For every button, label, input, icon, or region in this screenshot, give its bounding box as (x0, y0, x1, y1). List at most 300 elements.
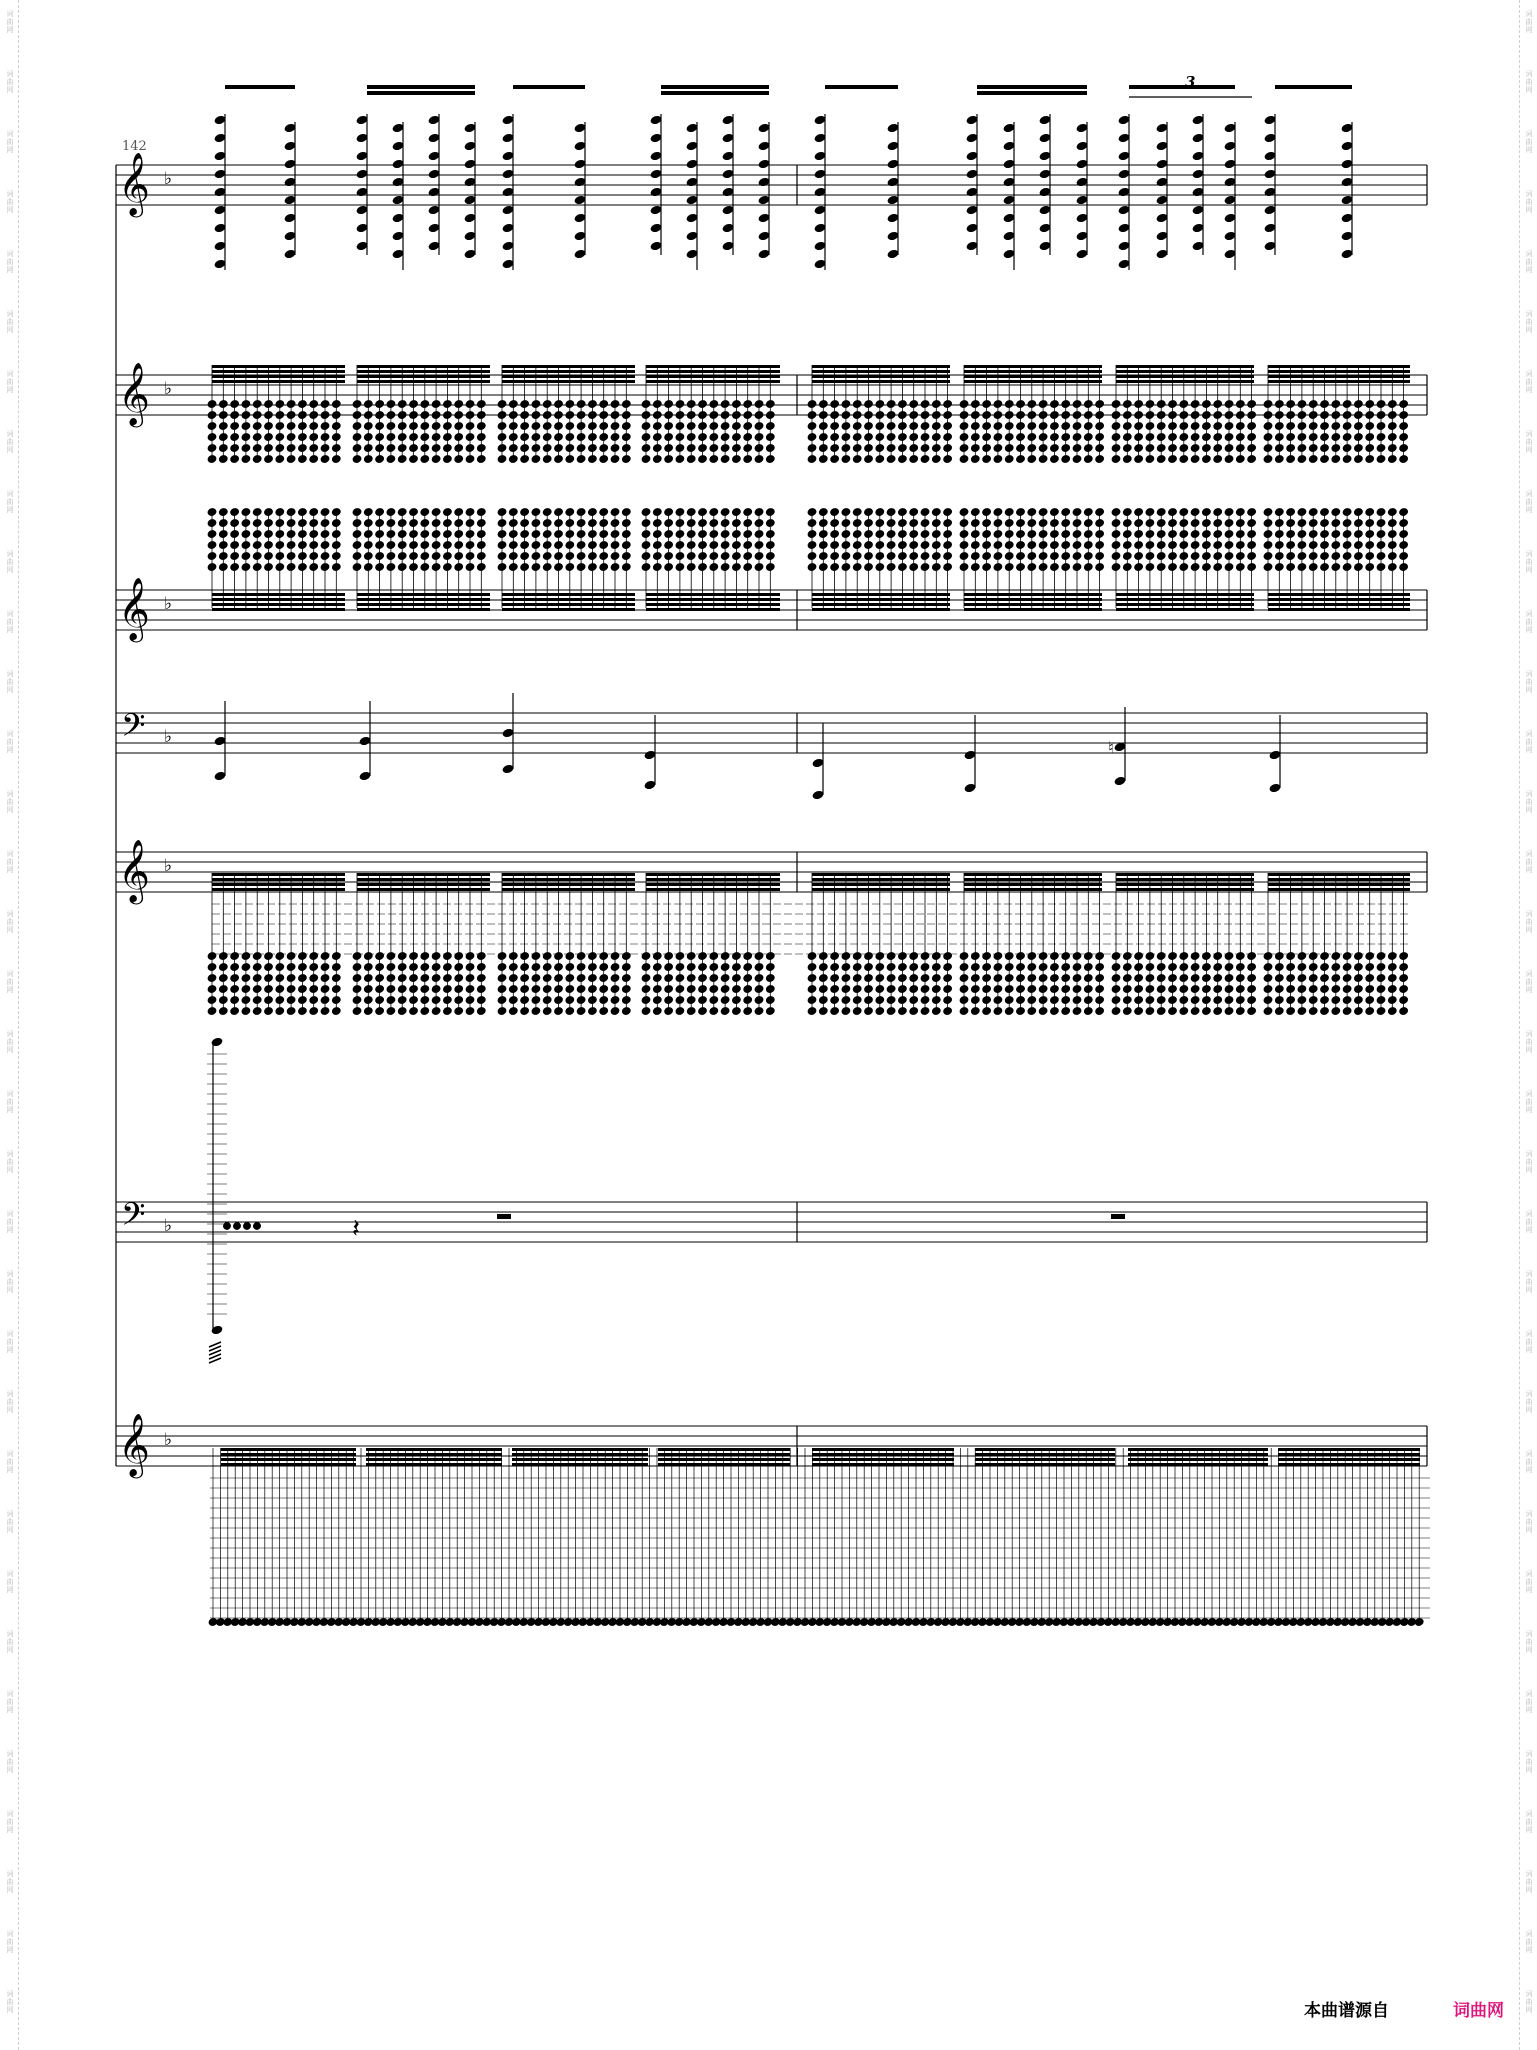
notehead (442, 399, 453, 409)
notehead (609, 421, 620, 431)
notehead (1274, 551, 1285, 561)
notehead (1015, 562, 1026, 572)
notehead (351, 562, 362, 572)
notehead (385, 1006, 396, 1016)
notehead (385, 951, 396, 961)
notehead (308, 421, 319, 431)
notehead (1319, 410, 1330, 420)
notehead (240, 507, 251, 517)
notehead (576, 551, 587, 561)
notehead (829, 951, 840, 961)
notehead (1246, 962, 1257, 972)
notehead (731, 399, 742, 409)
notehead (1246, 562, 1257, 572)
watermark-glyphs: 词 曲 网 (6, 1870, 14, 1894)
notehead (1353, 399, 1364, 409)
notehead (640, 432, 651, 442)
notehead (598, 399, 609, 409)
notehead (564, 518, 575, 528)
notehead (806, 562, 817, 572)
notehead (1398, 443, 1409, 453)
notehead (731, 1006, 742, 1016)
notehead (431, 507, 442, 517)
notehead (874, 518, 885, 528)
notehead (1071, 551, 1082, 561)
notehead (1223, 518, 1234, 528)
footer-source-label: 本曲谱源自 (1304, 2001, 1389, 2021)
notehead (970, 973, 981, 983)
notehead (958, 443, 969, 453)
notehead (1190, 454, 1201, 464)
notehead (419, 443, 430, 453)
watermark-glyphs: 词 曲 网 (1525, 490, 1533, 514)
notehead (476, 562, 487, 572)
notehead (431, 551, 442, 561)
notehead (753, 399, 764, 409)
notehead (519, 562, 530, 572)
notehead (1319, 962, 1330, 972)
notehead (686, 551, 697, 561)
notehead (331, 1006, 342, 1016)
notehead (1144, 562, 1155, 572)
notehead (453, 410, 464, 420)
notehead (476, 518, 487, 528)
notehead (1223, 507, 1234, 517)
beam (964, 873, 1102, 876)
notehead (1071, 562, 1082, 572)
staff-5-ledger-lines (212, 904, 1410, 954)
notehead (1296, 529, 1307, 539)
notehead (564, 984, 575, 994)
notehead (942, 421, 953, 431)
notehead (408, 454, 419, 464)
notehead (742, 962, 753, 972)
notehead (1178, 540, 1189, 550)
notehead (331, 432, 342, 442)
notehead (1049, 507, 1060, 517)
notehead (363, 984, 374, 994)
staff-6 (116, 1202, 1427, 1242)
notehead (1342, 973, 1353, 983)
notehead (1156, 984, 1167, 994)
notehead (840, 443, 851, 453)
notehead (992, 973, 1003, 983)
notehead (1083, 973, 1094, 983)
notehead (742, 973, 753, 983)
notehead (553, 995, 564, 1005)
notehead (1308, 410, 1319, 420)
notehead (496, 984, 507, 994)
notehead (981, 962, 992, 972)
notehead (1274, 529, 1285, 539)
notehead (1223, 962, 1234, 972)
watermark-glyphs: 词 曲 网 (6, 1390, 14, 1414)
notehead (308, 410, 319, 420)
notehead (1342, 399, 1353, 409)
notehead (1178, 973, 1189, 983)
notehead (1223, 399, 1234, 409)
notehead (1015, 399, 1026, 409)
notehead (464, 454, 475, 464)
notehead (621, 421, 632, 431)
notehead (886, 443, 897, 453)
notehead (564, 443, 575, 453)
notehead (1038, 518, 1049, 528)
notehead (218, 399, 229, 409)
notehead (1201, 995, 1212, 1005)
notehead (564, 962, 575, 972)
notehead (252, 443, 263, 453)
notehead (240, 518, 251, 528)
notehead (818, 962, 829, 972)
notehead (1398, 984, 1409, 994)
notehead (686, 984, 697, 994)
treble-clef-icon: 𝄞 (118, 1413, 150, 1476)
notehead (1156, 399, 1167, 409)
notehead (431, 995, 442, 1005)
notehead (331, 562, 342, 572)
notehead (218, 529, 229, 539)
notehead (1094, 540, 1105, 550)
notehead (981, 443, 992, 453)
notehead (720, 951, 731, 961)
notehead (1235, 540, 1246, 550)
notehead (708, 995, 719, 1005)
notehead (852, 962, 863, 972)
notehead (970, 562, 981, 572)
notehead (542, 551, 553, 561)
notehead (897, 518, 908, 528)
notehead (1375, 973, 1386, 983)
notehead (1353, 995, 1364, 1005)
notehead (1285, 507, 1296, 517)
notehead (1364, 540, 1375, 550)
notehead (1364, 962, 1375, 972)
notehead (674, 507, 685, 517)
notehead (442, 984, 453, 994)
notehead (431, 454, 442, 464)
notehead (286, 399, 297, 409)
notehead (1049, 962, 1060, 972)
notehead (598, 562, 609, 572)
notehead (1285, 529, 1296, 539)
notehead (753, 540, 764, 550)
notehead (1398, 951, 1409, 961)
notehead (453, 973, 464, 983)
beam (646, 365, 780, 368)
notehead (652, 432, 663, 442)
notehead (1246, 518, 1257, 528)
notehead (385, 962, 396, 972)
notehead (897, 540, 908, 550)
flat-key-signature: ♭ (164, 594, 173, 614)
notehead (886, 421, 897, 431)
notehead (351, 995, 362, 1005)
notehead (1110, 995, 1121, 1005)
notehead (274, 421, 285, 431)
notehead (1375, 562, 1386, 572)
notehead (806, 540, 817, 550)
notehead (1387, 995, 1398, 1005)
notehead (1133, 562, 1144, 572)
beam (1268, 608, 1410, 611)
notehead (1026, 540, 1037, 550)
notehead (886, 518, 897, 528)
notehead (1004, 507, 1015, 517)
notehead (218, 995, 229, 1005)
beam (1278, 1463, 1420, 1466)
notehead (1156, 518, 1167, 528)
notehead (331, 507, 342, 517)
notehead (1285, 551, 1296, 561)
notehead (442, 951, 453, 961)
notehead (419, 518, 430, 528)
flat-key-signature: ♭ (164, 1430, 173, 1450)
notehead (319, 421, 330, 431)
notehead (1049, 410, 1060, 420)
notehead (1319, 421, 1330, 431)
notehead (1133, 1006, 1144, 1016)
notehead (1133, 454, 1144, 464)
notehead (992, 540, 1003, 550)
beam (646, 375, 780, 378)
notehead (908, 529, 919, 539)
notehead (1144, 410, 1155, 420)
notehead (720, 518, 731, 528)
notehead (697, 562, 708, 572)
notehead (431, 410, 442, 420)
notehead (408, 443, 419, 453)
notehead (1201, 951, 1212, 961)
notehead (720, 962, 731, 972)
notehead (553, 518, 564, 528)
notehead (374, 951, 385, 961)
notehead (697, 399, 708, 409)
watermark-glyphs: 词 曲 网 (6, 1810, 14, 1834)
notehead (919, 432, 930, 442)
notehead (970, 410, 981, 420)
notehead (863, 984, 874, 994)
notehead (408, 507, 419, 517)
notehead (742, 529, 753, 539)
notehead (765, 562, 776, 572)
notehead (229, 995, 240, 1005)
notehead (252, 1221, 262, 1231)
beam (357, 608, 490, 611)
notehead (1178, 551, 1189, 561)
notehead (765, 443, 776, 453)
notehead (1223, 984, 1234, 994)
footer-site-link[interactable]: 词曲网 (1453, 2001, 1504, 2021)
notehead (385, 984, 396, 994)
notehead (1274, 410, 1285, 420)
notehead (1144, 399, 1155, 409)
notehead (564, 562, 575, 572)
notehead (397, 518, 408, 528)
notehead (431, 973, 442, 983)
notehead (453, 443, 464, 453)
notehead (1375, 507, 1386, 517)
notehead (1398, 399, 1409, 409)
notehead (1071, 518, 1082, 528)
notehead (1212, 995, 1223, 1005)
notehead (1004, 410, 1015, 420)
notehead (1235, 562, 1246, 572)
notehead (742, 432, 753, 442)
notehead (742, 995, 753, 1005)
notehead (464, 540, 475, 550)
notehead (331, 399, 342, 409)
notehead (408, 1006, 419, 1016)
natural-sign: ♮ (1108, 738, 1114, 757)
notehead (1262, 432, 1273, 442)
notehead (297, 529, 308, 539)
notehead (840, 962, 851, 972)
notehead (942, 973, 953, 983)
notehead (496, 399, 507, 409)
notehead (663, 973, 674, 983)
notehead (1246, 973, 1257, 983)
notehead (1319, 443, 1330, 453)
notehead (1026, 995, 1037, 1005)
beam (658, 1463, 790, 1466)
notehead (564, 995, 575, 1005)
notehead (1364, 562, 1375, 572)
notehead (496, 421, 507, 431)
notehead (1308, 562, 1319, 572)
notehead (1144, 540, 1155, 550)
notehead (218, 410, 229, 420)
notehead (919, 551, 930, 561)
notehead (397, 995, 408, 1005)
notehead (553, 507, 564, 517)
watermark-glyphs: 词 曲 网 (6, 1090, 14, 1114)
notehead (981, 410, 992, 420)
watermark-glyphs: 词 曲 网 (1525, 1990, 1533, 2014)
notehead (442, 962, 453, 972)
beam (964, 888, 1102, 891)
notehead (1156, 962, 1167, 972)
notehead (720, 410, 731, 420)
beam (812, 1448, 954, 1451)
notehead (263, 540, 274, 550)
notehead (1212, 1006, 1223, 1016)
notehead (1004, 973, 1015, 983)
notehead (1364, 507, 1375, 517)
notehead (240, 962, 251, 972)
notehead (308, 984, 319, 994)
notehead (753, 951, 764, 961)
notehead (818, 951, 829, 961)
notehead (863, 962, 874, 972)
notehead (240, 432, 251, 442)
notehead (1015, 973, 1026, 983)
notehead (274, 995, 285, 1005)
notehead (731, 995, 742, 1005)
notehead (1049, 973, 1060, 983)
notehead (252, 454, 263, 464)
notehead (1223, 410, 1234, 420)
notehead (1122, 529, 1133, 539)
notehead (992, 518, 1003, 528)
notehead (408, 399, 419, 409)
notehead (958, 432, 969, 442)
notehead (576, 562, 587, 572)
notehead (1144, 443, 1155, 453)
notehead (1015, 540, 1026, 550)
notehead (1060, 507, 1071, 517)
notehead (508, 540, 519, 550)
notehead (319, 540, 330, 550)
notehead (374, 540, 385, 550)
notehead (1167, 962, 1178, 972)
notehead (640, 962, 651, 972)
notehead (1274, 518, 1285, 528)
notehead (1330, 410, 1341, 420)
notehead (274, 443, 285, 453)
notehead (897, 443, 908, 453)
whole-rest-icon (497, 1214, 511, 1219)
notehead (640, 995, 651, 1005)
notehead (351, 432, 362, 442)
beam (1116, 883, 1254, 886)
notehead (297, 421, 308, 431)
notehead (1026, 399, 1037, 409)
notehead (863, 562, 874, 572)
beam (964, 370, 1102, 373)
notehead (1375, 551, 1386, 561)
notehead (564, 1006, 575, 1016)
notehead (252, 529, 263, 539)
notehead (1375, 432, 1386, 442)
notehead (829, 399, 840, 409)
notehead (652, 507, 663, 517)
beam (1268, 888, 1410, 891)
notehead (598, 518, 609, 528)
notehead (331, 454, 342, 464)
notehead (252, 421, 263, 431)
notehead (1156, 410, 1167, 420)
beam (646, 380, 780, 383)
notehead (1308, 518, 1319, 528)
notehead (1094, 432, 1105, 442)
notehead (431, 951, 442, 961)
notehead (263, 432, 274, 442)
notehead (897, 995, 908, 1005)
notehead (621, 529, 632, 539)
notehead (542, 540, 553, 550)
notehead (1223, 432, 1234, 442)
notehead (852, 562, 863, 572)
notehead (1004, 432, 1015, 442)
beam (1116, 873, 1254, 876)
beam (812, 878, 950, 881)
notehead (564, 551, 575, 561)
notehead (1387, 410, 1398, 420)
notehead (970, 399, 981, 409)
notehead (1122, 454, 1133, 464)
notehead (229, 562, 240, 572)
notehead (218, 421, 229, 431)
notehead (1026, 507, 1037, 517)
notehead (1015, 551, 1026, 561)
notehead (1049, 454, 1060, 464)
notehead (1201, 551, 1212, 561)
notehead (308, 995, 319, 1005)
notehead (640, 507, 651, 517)
notehead (464, 973, 475, 983)
notehead (576, 984, 587, 994)
